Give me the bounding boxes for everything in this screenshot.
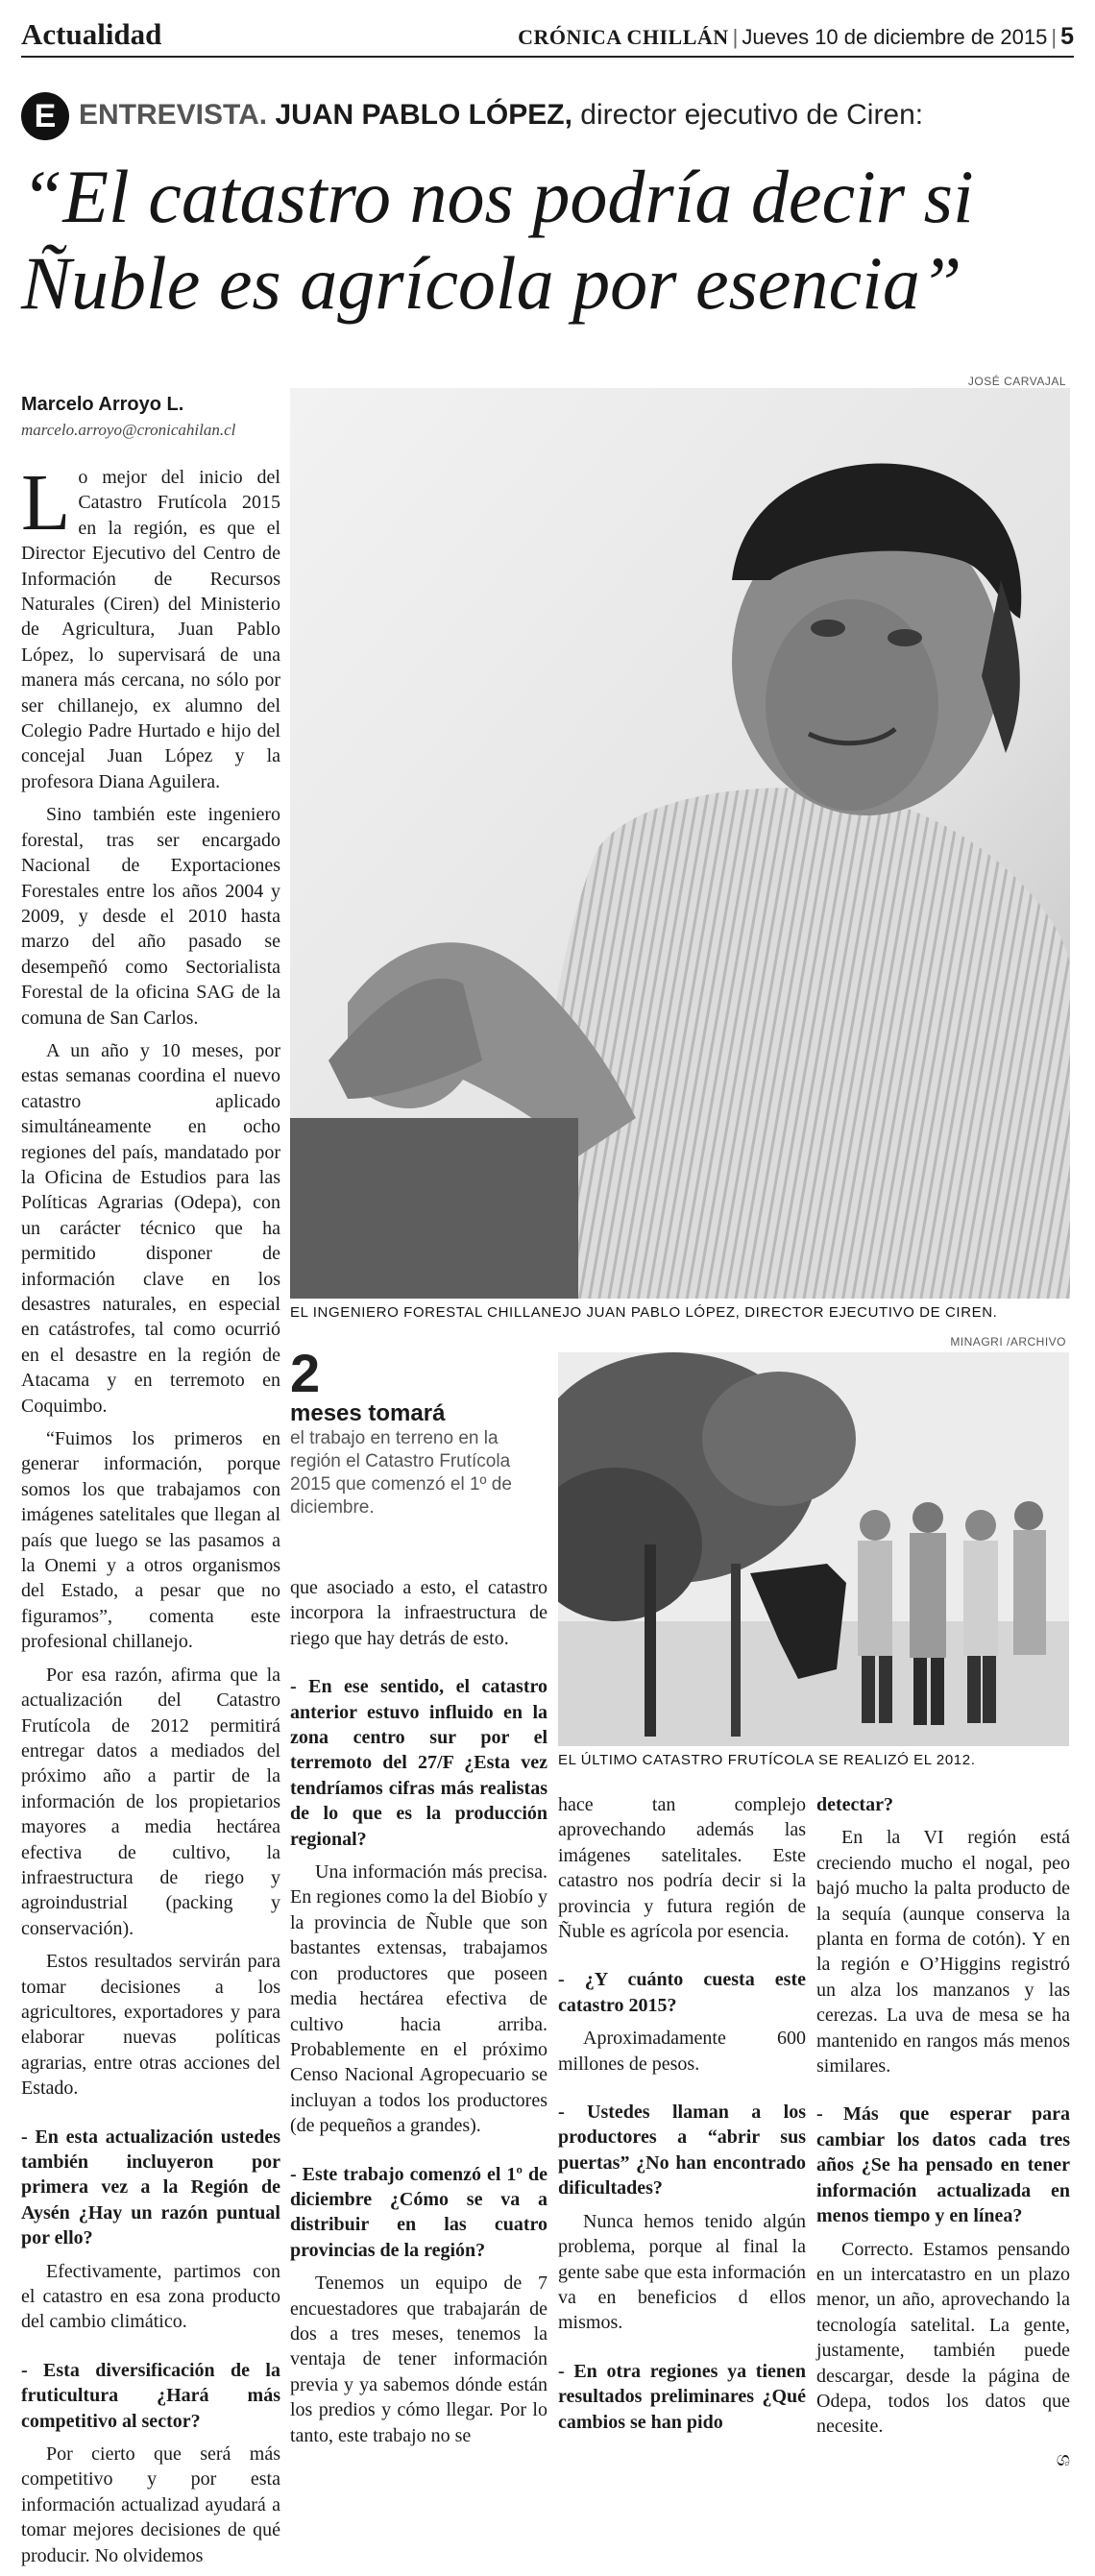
paragraph: Correcto. Estamos pensando en un intercatastro en un plazo menor, un año, aprovechando la tecnología satelital. La gente, justamente, también puede descargar, desde la página de Odepa, todos los datos que necesite. [816,2238,1070,2438]
interview-question: - Esta diversificación de la fruticultura ¿Hará más competitivo al sector? [21,2359,280,2432]
kicker-name: JUAN PABLO LÓPEZ, [275,99,572,131]
paragraph: Aproximadamente 600 millones de pesos. [558,2028,806,2075]
photo-credit-second: MINAGRI /ARCHIVO [950,1335,1066,1349]
column-4 [816,1792,1070,2472]
paragraph: A un año y 10 meses, por estas semanas coordina el nuevo catastro aplicado simultáneamente en ocho regiones del país, mandatado por la Oficina de Estudios para las Políticas Agrarias (Odepa), con un carácter técnico que ha permitido disponer de información clave en los desastres naturales, en especial en catástrofes, tal como ocurrió en el desastre en la región de Atacama y en terremoto en Coquimbo. [21,1039,280,1417]
kicker [79,99,923,132]
stat-title: meses tomará [290,1400,446,1426]
column-2 [290,1575,548,2456]
paragraph: Tenemos un equipo de 7 encuestadores que trabajarán de dos a tres meses, tenemos la ventaja de tener información previa y ya sabemos dónde están los predios y cómo llegar. Por lo tanto, este trabajo no se [290,2272,548,2446]
caption-second: EL ÚLTIMO CATASTRO FRUTÍCOLA SE REALIZÓ EL 2012. [558,1752,976,1768]
column-1 [21,458,280,2576]
paragraph: hace tan complejo aprovechando además las imágenes satelitales. Este catastro nos podría decir si la provincia y futura región de Ñuble es agrícola por esencia. [558,1794,806,1943]
section-label: Actualidad [21,17,162,51]
publication-name: CRÓNICA CHILLÁN [518,25,729,49]
interview-question: detectar? [816,1794,893,1815]
paragraph: Sino también este ingeniero forestal, tras ser encargado Nacional de Exportaciones Forestales entre los años 2004 y 2009, y desde el 2010 hasta marzo del año pasado se desempeñó como Sectorialista Forestal de la oficina SAG de la comuna de San Carlos. [21,804,280,1029]
paragraph: Por esa razón, afirma que la actualización del Catastro Frutícola de 2012 permitirá entregar datos a mediados del próximo año a partir de la información de los propietarios mayores a media hectárea efectiva de cultivo, la infraestructura de riego y agroindustrial (packing y conservación). [21,1664,280,1939]
header-rule [21,56,1074,58]
stat-text: el trabajo en terreno en la región el Catastro Frutícola 2015 que comenzó el 1º de diciembre. [290,1428,512,1518]
interview-question: - ¿Y cuánto cuesta este catastro 2015? [558,1969,806,2016]
interview-question: - Este trabajo comenzó el 1º de diciembre ¿Cómo se va a distribuir en las cuatro provincias de la región? [290,2163,548,2261]
author-email: marcelo.arroyo@cronicahilan.cl [21,421,236,439]
interview-question: - Ustedes llaman a los productores a “abrir sus puertas” ¿No han encontrado dificultades? [558,2102,806,2199]
interview-badge-icon: E [21,92,69,140]
interview-question: - En ese sentido, el catastro anterior estuvo influido en la zona centro sur por el terremoto del 27/F ¿Esta vez tendríamos cifras más realistas de lo que es la producción regional? [290,1676,548,1850]
paragraph: “Fuimos los primeros en generar información, porque somos los que trabajamos con imágenes satelitales que llegan al país que luego se las pasamos a la Onemi y a otros organismos del Estado, a pesar que no figuramos”, comenta este profesional chillanejo. [21,1428,280,1653]
paragraph: que asociado a esto, el catastro incorpora la infraestructura de riego que hay detrás de esto. [290,1577,548,1649]
interview-question: - En esta actualización ustedes también incluyeron por primera vez a la Región de Aysén ¿Hay un razón puntual por ello? [21,2126,280,2249]
page-number: 5 [1060,23,1074,50]
end-of-article-icon: ශ [1056,2448,1070,2470]
drop-cap: L [21,458,71,547]
stat-number: 2 [290,1343,321,1403]
main-photo [290,388,1070,1299]
portrait-image [290,388,1070,1299]
paragraph: Una información más precisa. En regiones como la del Biobío y la provincia de Ñuble que son bastantes extensas, trabajamos con productores que poseen media hectárea efectiva de cultivo hacia arriba. Probablemente en el próximo Censo Nacional Agropecuario se incluyan a todos los productores (de pequeños a grandes). [290,1861,548,2137]
issue-date: Jueves 10 de diciembre de 2015 [742,25,1048,49]
paragraph: Nunca hemos tenido algún problema, porque al final la gente sabe que esta información va en beneficios d ellos mismos. [558,2210,806,2334]
second-photo [558,1352,1069,1746]
paragraph: o mejor del inicio del Catastro Frutícola 2015 en la región, es que el Director Ejecutivo del Centro de Información de Recursos Naturales (Ciren) del Ministerio de Agricultura, Juan Pablo López, lo supervisará de una manera más cercana, no sólo por ser chillanejo, ex alumno del Colegio Padre Hurtado e hijo del concejal Juan López y la profesora Diana Aguilera. [21,467,280,792]
author-name: Marcelo Arroyo L. [21,394,184,415]
column-3 [558,1792,806,2442]
kicker-type: ENTREVISTA. [79,99,268,131]
kicker-role: director ejecutivo de Ciren: [580,99,924,131]
page-header-info: CRÓNICA CHILLÁN | Jueves 10 de diciembre de 2015 | 5 [518,23,1074,50]
interview-question: - En otra regiones ya tienen resultados preliminares ¿Qué cambios se han pido [558,2360,806,2433]
headline: “El catastro nos podría decir si Ñuble es agrícola por esencia” [21,155,974,325]
paragraph: Estos resultados servirán para tomar decisiones a los agricultores, exportadores y para elaborar nuevas políticas agrarias, entre otras acciones del Estado. [21,1951,280,2100]
paragraph: Por cierto que será más competitivo y por esta información actualizad ayudará a tomar mejores decisiones de qué producir. No olvidemos [21,2443,280,2566]
orchard-image [558,1352,1069,1746]
interview-question: - Más que esperar para cambiar los datos cada tres años ¿Se ha pensado en tener información actualizada en menos tiempo y en línea? [816,2103,1070,2227]
paragraph: Efectivamente, partimos con el catastro en esa zona producto del cambio climático. [21,2260,280,2333]
photo-credit-main: JOSÉ CARVAJAL [967,375,1066,388]
caption-main: EL INGENIERO FORESTAL CHILLANEJO JUAN PABLO LÓPEZ, DIRECTOR EJECUTIVO DE CIREN. [290,1304,998,1321]
paragraph: En la VI región está creciendo mucho el nogal, peo bajó mucho la palta producto de la sequía (aunque conserva la planta en forma de cotón). Y en la región e O’Higgins registró un alza los manzanos y las cerezas. La uva de mesa se ha mantenido en rangos más menos similares. [816,1827,1070,2078]
stat-box [290,1343,548,1519]
